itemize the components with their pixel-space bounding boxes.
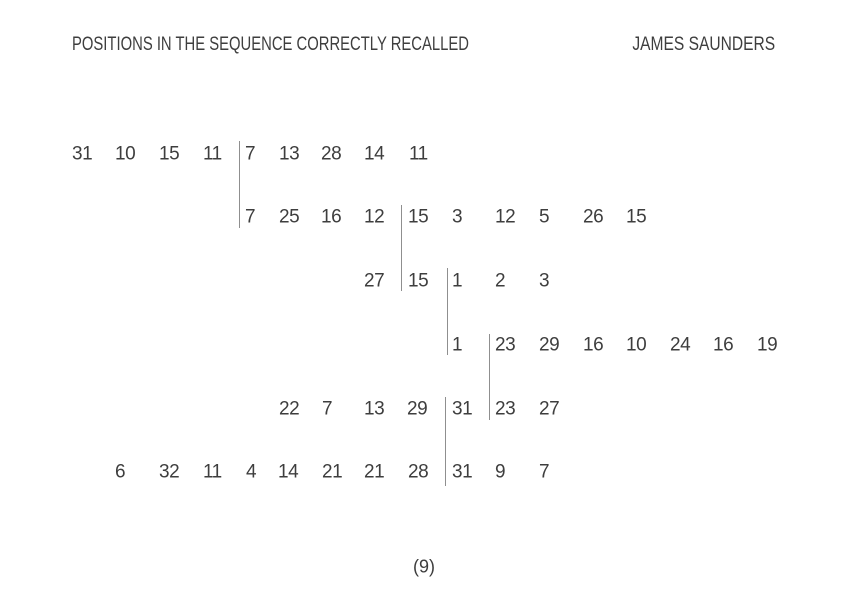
barline [489, 334, 490, 420]
number-cell: 19 [757, 334, 778, 356]
number-cell: 1 [452, 334, 463, 356]
number-cell: 16 [713, 334, 734, 356]
barline [401, 205, 402, 291]
number-cell: 32 [159, 461, 180, 483]
number-cell: 3 [539, 270, 550, 292]
number-cell: 14 [278, 461, 299, 483]
number-cell: 22 [279, 398, 300, 420]
number-cell: 11 [409, 143, 428, 165]
number-cell: 15 [408, 206, 429, 228]
number-cell: 29 [407, 398, 428, 420]
number-cell: 28 [321, 143, 342, 165]
number-cell: 12 [364, 206, 385, 228]
number-cell: 6 [115, 461, 126, 483]
number-cell: 12 [495, 206, 516, 228]
number-cell: 10 [626, 334, 647, 356]
number-cell: 14 [364, 143, 385, 165]
number-cell: 11 [203, 461, 222, 483]
number-cell: 10 [115, 143, 136, 165]
number-cell: 15 [159, 143, 180, 165]
number-cell: 29 [539, 334, 560, 356]
number-cell: 16 [583, 334, 604, 356]
number-cell: 7 [245, 206, 256, 228]
number-cell: 4 [246, 461, 257, 483]
number-cell: 13 [364, 398, 385, 420]
number-cell: 28 [408, 461, 429, 483]
composer-name: JAMES SAUNDERS [632, 34, 775, 55]
number-cell: 7 [245, 143, 256, 165]
number-cell: 23 [495, 334, 516, 356]
number-cell: 24 [670, 334, 691, 356]
number-cell: 13 [279, 143, 300, 165]
number-cell: 11 [203, 143, 222, 165]
number-cell: 31 [72, 143, 93, 165]
number-cell: 31 [452, 398, 473, 420]
barline [445, 397, 446, 486]
page-number: (9) [413, 556, 435, 577]
number-cell: 23 [495, 398, 516, 420]
barline [239, 141, 240, 228]
number-cell: 3 [452, 206, 463, 228]
number-cell: 16 [321, 206, 342, 228]
number-cell: 15 [626, 206, 647, 228]
number-cell: 7 [322, 398, 333, 420]
number-cell: 5 [539, 206, 550, 228]
number-cell: 2 [495, 270, 506, 292]
number-cell: 1 [452, 270, 463, 292]
number-cell: 25 [279, 206, 300, 228]
number-cell: 27 [539, 398, 560, 420]
number-cell: 27 [364, 270, 385, 292]
number-cell: 9 [495, 461, 506, 483]
number-cell: 15 [408, 270, 429, 292]
number-cell: 26 [583, 206, 604, 228]
barline [447, 268, 448, 355]
page-title: POSITIONS IN THE SEQUENCE CORRECTLY RECALLED [72, 34, 469, 55]
number-cell: 21 [364, 461, 385, 483]
number-cell: 21 [322, 461, 343, 483]
number-cell: 31 [452, 461, 473, 483]
number-cell: 7 [539, 461, 550, 483]
